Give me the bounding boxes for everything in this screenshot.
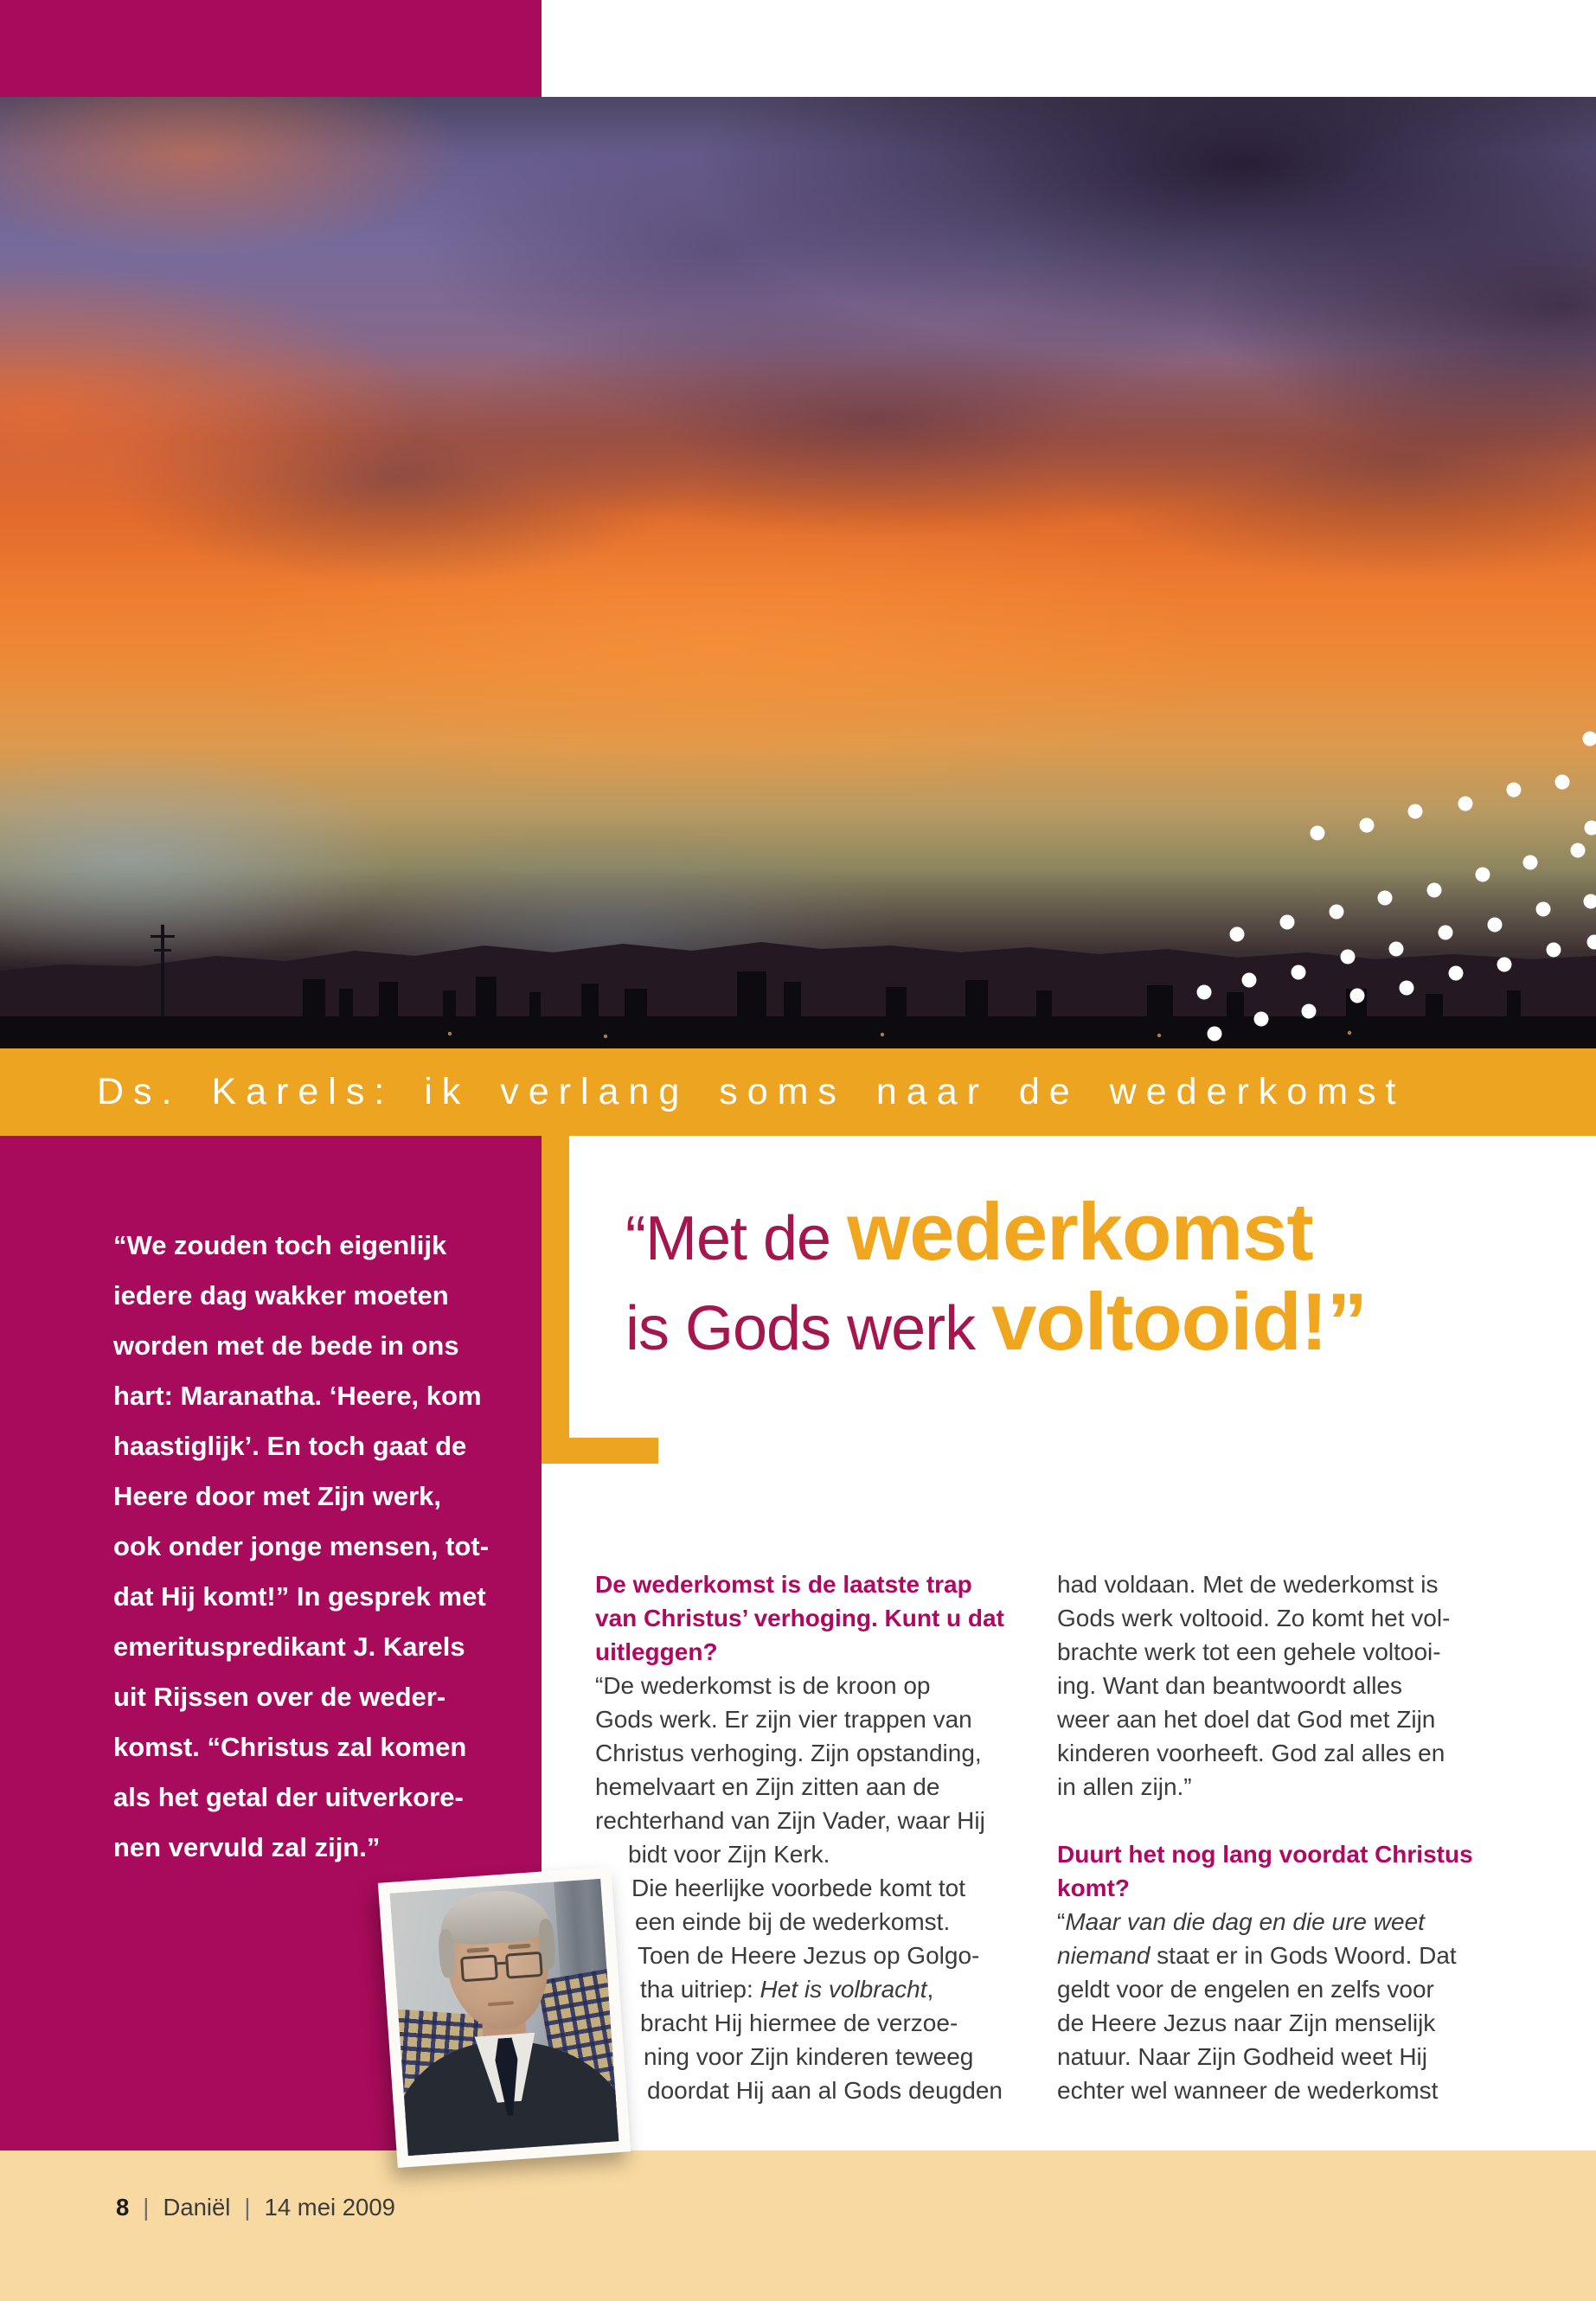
footer-magazine-title: Daniël [163, 2194, 231, 2221]
headline-lead-1: “Met de [625, 1204, 848, 1273]
footer-line [116, 2194, 395, 2221]
paragraph-1: “De wederkomst is de kroon op Gods werk. Er zijn vier trappen van Christus verhoging. Zijn opstanding, hemelvaart en Zijn zitten aan de rechterhand van Zijn Vader, waar Hij bidt voor Zijn Kerk. Die heerlijke voorbede komt tot een einde bij de wederkomst. Toen de Heere Jezus op Golgo- tha uitriep: Het is volbracht, bracht Hij hiermee de verzoe- ning voor Zijn kinderen teweeg doordat Hij aan al Gods deugden [595, 1672, 1003, 2104]
top-accent-bar [0, 0, 542, 98]
kicker-bar [0, 1048, 1596, 1136]
portrait-of-man [390, 1879, 619, 2156]
footer-separator: | [143, 2194, 150, 2221]
paragraph-2: had voldaan. Met de wederkomst is Gods werk voltooid. Zo komt het vol- brachte werk tot een gehele voltooi- ing. Want dan beantwoordt alles weer aan het doel dat God met Zijn kinderen voorheeft. God zal alles en in allen zijn.” [1057, 1571, 1451, 1800]
footer-page-number: 8 [116, 2194, 130, 2221]
kicker-text: Ds. Karels: ik verlang soms naar de wederkomst [97, 1071, 1406, 1112]
sunset-photo [0, 97, 1596, 1048]
headline-line-1 [625, 1187, 1367, 1277]
footer [0, 2150, 1596, 2301]
footer-date: 14 mei 2009 [264, 2194, 395, 2221]
question-header-2: Duurt het nog lang voordat Christus komt? [1057, 1841, 1473, 1901]
intro-quote: “We zouden toch eigenlijk iedere dag wakker moeten worden met de bede in ons hart: Maranatha. ‘Heere, kom haastiglijk’. En toch gaat de Heere door met Zijn werk, ook onder jonge mensen, tot- dat Hij komt!” In gesprek met emerituspredikant J. Karels uit Rijssen over de weder- komst. “Christus zal komen als het getal der uitverkore- nen vervuld zal zijn.” [113, 1230, 490, 1862]
headline-emphasis-1: wederkomst [847, 1186, 1313, 1277]
orange-corner-foot [542, 1438, 658, 1464]
portrait-photo [378, 1867, 631, 2168]
glasses-lens-left [460, 1954, 498, 1982]
headline-lead-2: is Gods werk [625, 1294, 992, 1363]
glasses-bridge [497, 1962, 506, 1965]
headline [625, 1187, 1367, 1367]
article-column-2 [1057, 1567, 1520, 2107]
question-header-1: De wederkomst is de laatste trap van Christus’ verhoging. Kunt u dat uitleggen? [595, 1571, 1004, 1665]
article-column-1 [595, 1567, 1036, 2107]
headline-line-2 [625, 1277, 1367, 1367]
dots-pattern [0, 97, 1596, 1048]
orange-corner-vertical [542, 1136, 569, 1438]
headline-emphasis-2: voltooid!” [991, 1276, 1367, 1367]
paragraph-3: “Maar van die dag en die ure weet niemand staat er in Gods Woord. Dat geldt voor de engelen en zelfs voor de Heere Jezus naar Zijn menselijk natuur. Naar Zijn Godheid weet Hij echter wel wanneer de wederkomst [1057, 1908, 1457, 2104]
footer-separator: | [244, 2194, 251, 2221]
glasses-lens-right [505, 1952, 543, 1979]
